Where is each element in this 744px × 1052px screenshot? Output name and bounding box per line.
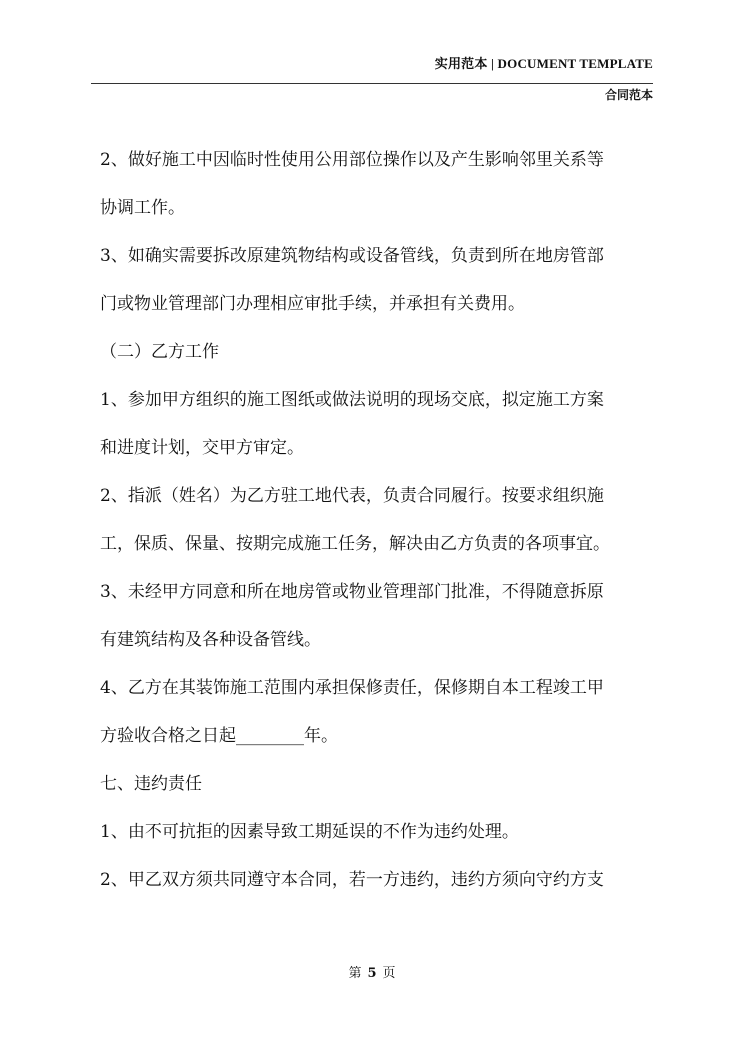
page-number: 5 — [367, 966, 377, 981]
page-prefix: 第 — [348, 966, 362, 981]
text-line: 有建筑结构及各种设备管线。 — [100, 630, 321, 650]
text-line: 门或物业管理部门办理相应审批手续，并承担有关费用。 — [100, 294, 525, 314]
section-heading: 七、违约责任 — [100, 774, 202, 794]
text-line: 2、做好施工中因临时性使用公用部位操作以及产生影响邻里关系等 — [100, 150, 604, 170]
document-body — [100, 136, 660, 904]
text-line: 4、乙方在其装饰施工范围内承担保修责任，保修期自本工程竣工甲 — [100, 678, 604, 698]
text-line: 和进度计划，交甲方审定。 — [100, 438, 304, 458]
section-heading: （二）乙方工作 — [100, 342, 219, 362]
header-divider — [91, 83, 653, 84]
text-line: 工，保质、保量、按期完成施工任务，解决由乙方负责的各项事宜。 — [100, 534, 610, 554]
text-line: 协调工作。 — [100, 198, 185, 218]
text-line: 1、参加甲方组织的施工图纸或做法说明的现场交底，拟定施工方案 — [100, 390, 604, 410]
text-line: 3、未经甲方同意和所在地房管或物业管理部门批准，不得随意拆原 — [100, 582, 604, 602]
page-footer — [0, 962, 744, 981]
header-subtitle: 合同范本 — [604, 88, 653, 102]
page-suffix: 页 — [382, 966, 396, 981]
header-title: 实用范本 | DOCUMENT TEMPLATE — [434, 56, 653, 71]
text-line: 1、由不可抗拒的因素导致工期延误的不作为违约处理。 — [100, 822, 519, 842]
text-line: 2、指派（姓名）为乙方驻工地代表，负责合同履行。按要求组织施 — [100, 486, 604, 506]
text-line: 方验收合格之日起________年。 — [100, 726, 338, 746]
text-line: 2、甲乙双方须共同遵守本合同，若一方违约，违约方须向守约方支 — [100, 870, 604, 890]
text-line: 3、如确实需要拆改原建筑物结构或设备管线，负责到所在地房管部 — [100, 246, 604, 266]
